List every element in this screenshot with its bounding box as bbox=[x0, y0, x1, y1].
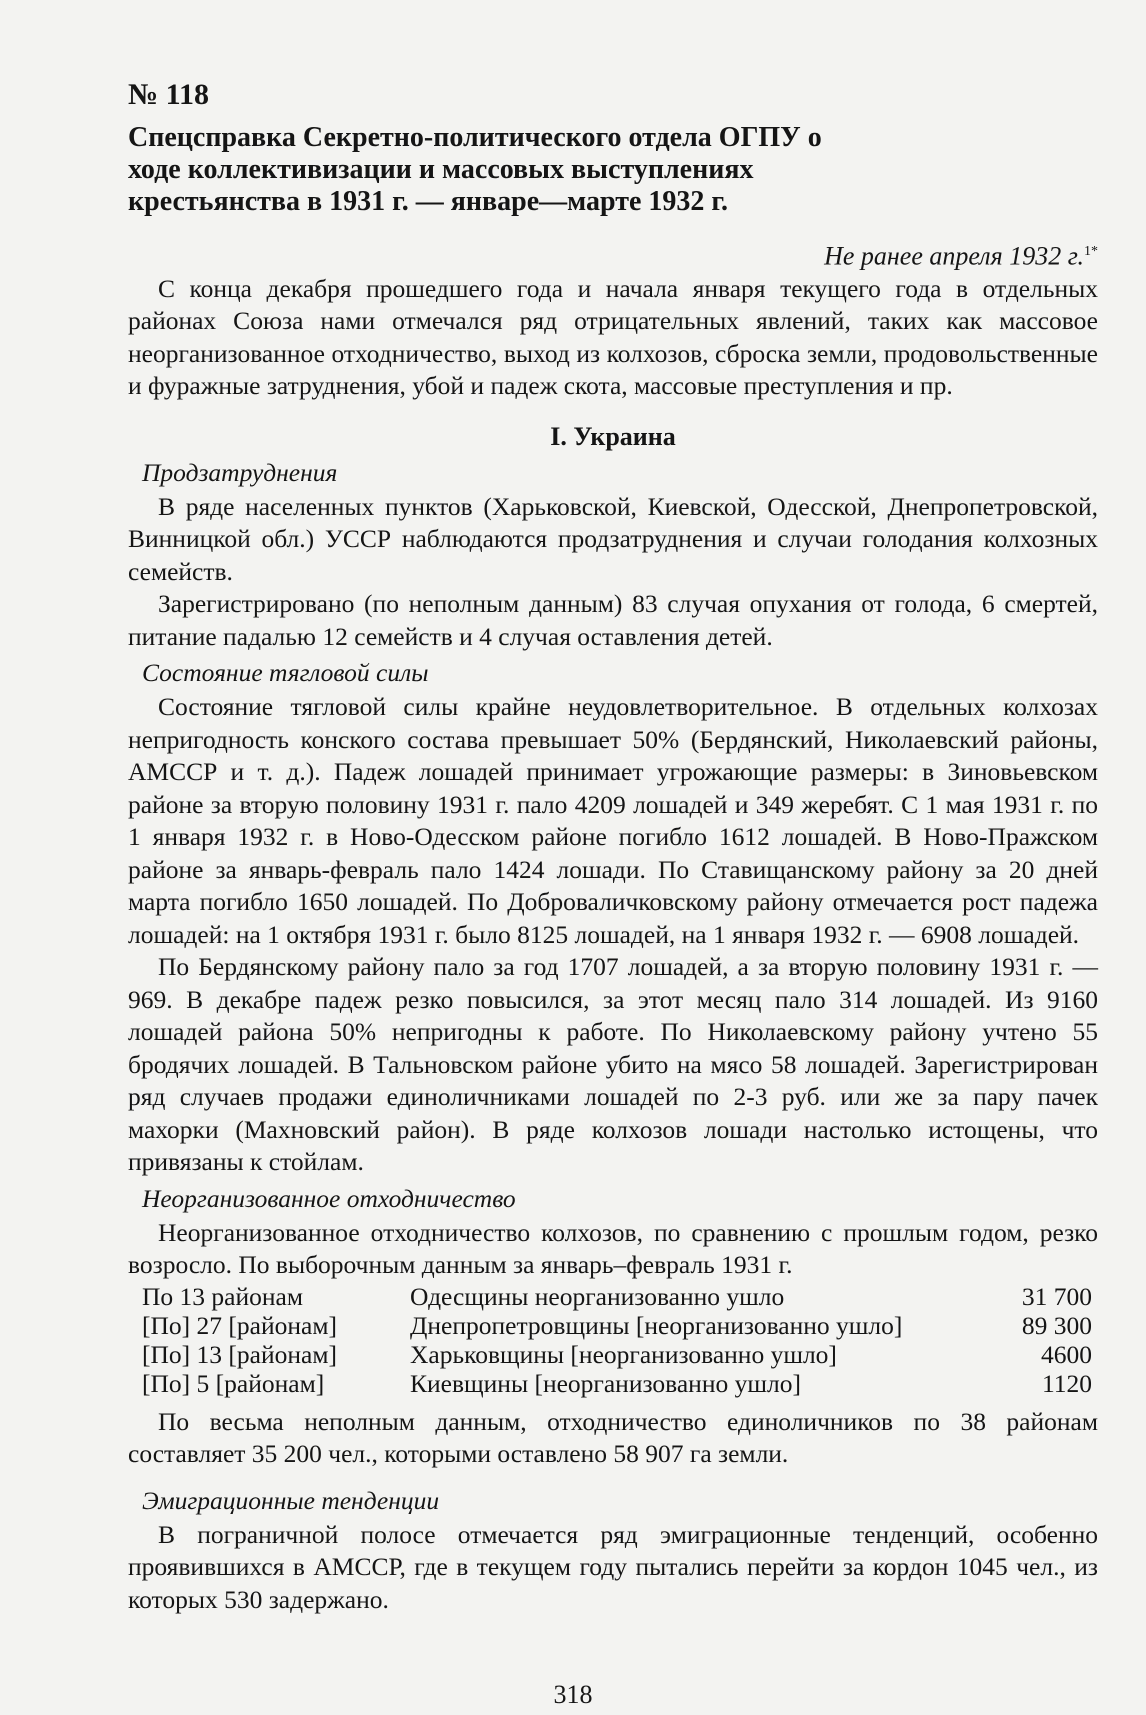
cell-count: 31 700 bbox=[1021, 1281, 1092, 1311]
cell-count: 89 300 bbox=[1021, 1310, 1092, 1340]
cell-region: Харьковщины [неорганизованно ушло] bbox=[410, 1339, 837, 1369]
cell-region: Киевщины [неорганизованно ушло] bbox=[410, 1368, 801, 1398]
cell-districts: [По] 13 [районам] bbox=[142, 1339, 337, 1369]
document-page bbox=[128, 78, 1098, 1616]
departure-table bbox=[142, 1282, 1092, 1398]
paragraph: Состояние тягловой силы крайне неудовлетворительное. В отдельных колхозах непригодность конского состава превышает 50% (Бердянский, Николаевский районы, АМССР и т. д.). Падеж лошадей принимает угрожающие размеры: в Зиновьевском районе за вторую половину 1931 г. пало 4209 лошадей и 349 жеребят. С 1 мая 1931 г. по 1 января 1932 г. в Ново-Одесском районе погибло 1612 лошадей. В Ново-Пражском районе за январь-февраль пало 1424 лошади. По Ставищанскому району за 20 дней марта погибло 1650 лошадей. По Доброваличковскому району отмечается рост падежа лошадей: на 1 октября 1931 г. было 8125 лошадей, на 1 января 1932 г. — 6908 лошадей. bbox=[128, 692, 1098, 949]
subheading-draft-power: Состояние тягловой силы bbox=[142, 658, 429, 688]
paragraph: В ряде населенных пунктов (Харьковской, Киевской, Одесской, Днепропетровской, Винницкой обл.) УССР наблюдаются продзатруднения и случаи голодания колхозных семейств. bbox=[128, 491, 1098, 586]
paragraph: По Бердянскому району пало за год 1707 лошадей, а за вторую половину 1931 г. — 969. В декабре падеж резко повысился, за этот месяц пало 314 лошадей. Из 9160 лошадей района 50% непригодны к работе. По Николаевскому району учтено 55 бродячих лошадей. В Тальновском районе убито на мясо 58 лошадей. Зарегистрирован ряд случаев продажи единоличниками лошадей по 2-3 руб. или же за пару пачек махорки (Махновский район). В ряде колхозов лошади настолько истощены, что привязаны к стойлам. bbox=[128, 952, 1098, 1177]
document-date bbox=[128, 236, 1098, 273]
table-row bbox=[142, 1311, 1092, 1340]
footnote-mark: 1* bbox=[1084, 244, 1098, 259]
subheading-migration: Неорганизованное отходничество bbox=[142, 1183, 516, 1213]
table-row bbox=[142, 1340, 1092, 1369]
date-text: Не ранее апреля 1932 г. bbox=[824, 241, 1084, 271]
cell-count: 4600 bbox=[1041, 1339, 1092, 1369]
page-number: 318 bbox=[553, 1680, 593, 1709]
cell-region: Днепропетровщины [неорганизованно ушло] bbox=[410, 1310, 903, 1340]
paragraph: Зарегистрировано (по неполным данным) 83 случая опухания от голода, 6 смертей, питание падалью 12 семейств и 4 случая оставления детей. bbox=[128, 589, 1098, 651]
paragraph: Неорганизованное отходничество колхозов, по сравнению с прошлым годом, резко возросло. По выборочным данным за январь–февраль 1931 г. bbox=[128, 1217, 1098, 1280]
cell-count: 1120 bbox=[1041, 1368, 1092, 1398]
table-row bbox=[142, 1369, 1092, 1398]
section-heading: I. Украина bbox=[550, 421, 676, 451]
paragraph: По весьма неполным данным, отходничество единоличников по 38 районам составляет 35 200 чел., которыми оставлено 58 907 га земли. bbox=[128, 1406, 1098, 1469]
document-title: Спецсправка Секретно-политического отдела ОГПУ о ходе коллективизации и массовых выступлениях крестьянства в 1931 г. — январе—марте 1932 г. bbox=[128, 122, 822, 217]
intro-paragraph: С конца декабря прошедшего года и начала января текущего года в отдельных районах Союза нами отмечался ряд отрицательных явлений, таких как массовое неорганизованное отходничество, выход из колхозов, сброска земли, продовольственные и фуражные затруднения, убой и падеж скота, массовые преступления и пр. bbox=[128, 273, 1098, 401]
subheading-emigration: Эмиграционные тенденции bbox=[142, 1485, 440, 1515]
cell-region: Одесщины неорганизованно ушло bbox=[410, 1281, 785, 1311]
cell-districts: По 13 районам bbox=[142, 1281, 303, 1311]
table-row bbox=[142, 1282, 1092, 1311]
cell-districts: [По] 5 [районам] bbox=[142, 1368, 325, 1398]
document-number: № 118 bbox=[128, 78, 209, 111]
paragraph: В пограничной полосе отмечается ряд эмиграционные тенденций, особенно проявившихся в АМССР, где в текущем году пытались перейти за кордон 1045 чел., из которых 530 задержано. bbox=[128, 1519, 1098, 1614]
cell-districts: [По] 27 [районам] bbox=[142, 1310, 337, 1340]
subheading-food: Продзатруднения bbox=[142, 457, 338, 487]
